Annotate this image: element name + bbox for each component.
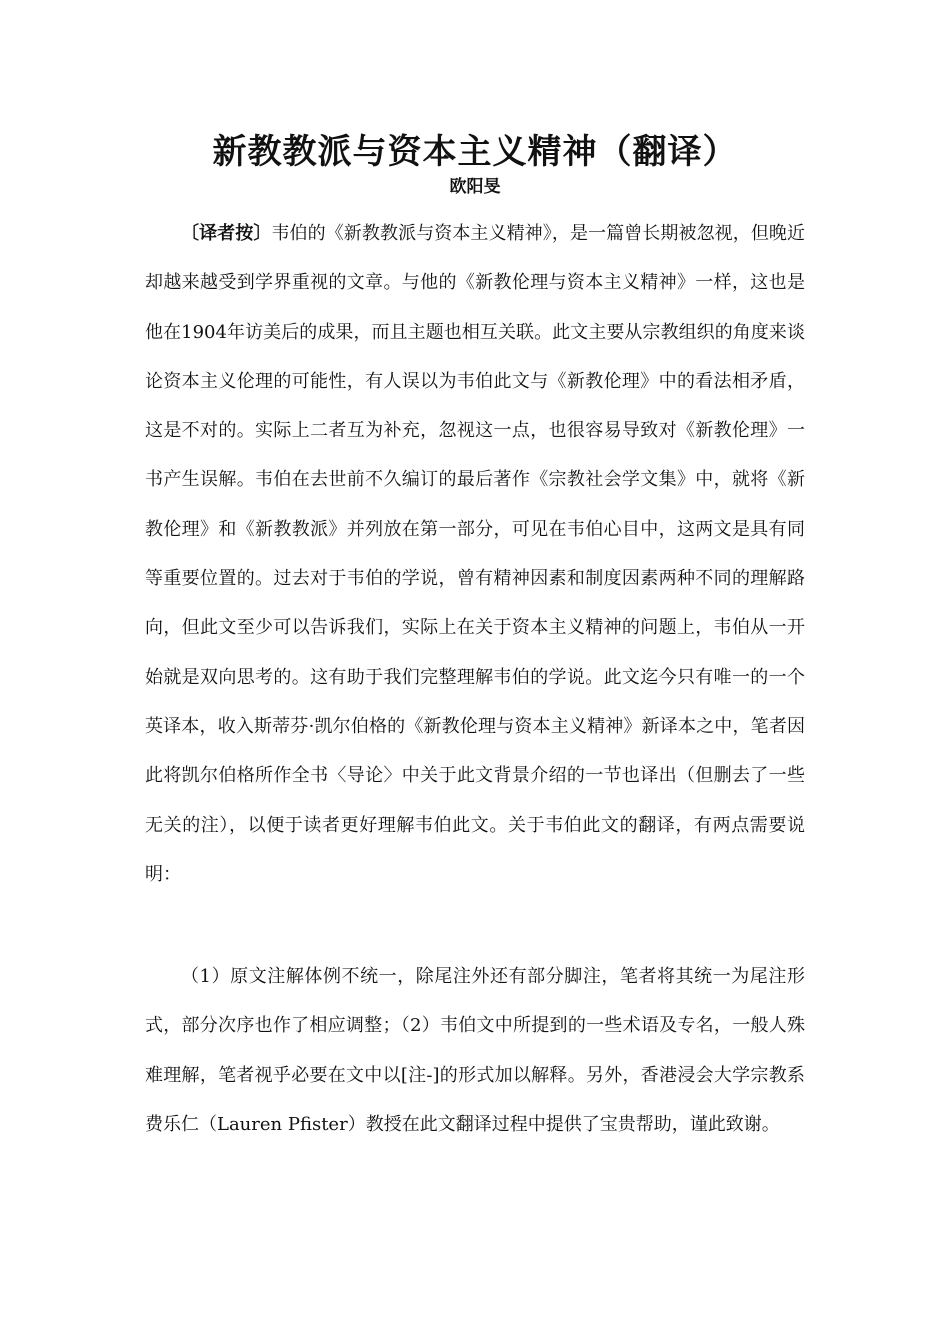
document-title: 新教教派与资本主义精神（翻译） (212, 132, 738, 172)
translator-note-text: 韦伯的《新教教派与资本主义精神》，是一篇曾长期被忽视，但晚近却越来越受到学界重视的文章。与他的《新教伦理与资本主义精神》一样，这也是他在1904年访美后的成果，而且主题也相互关联。此文主要从宗教组织的角度来谈论资本主义伦理的可能性，有人误以为韦伯此文与《新教伦理》中的看法相矛盾，这是不对的。实际上二者互为补充，忽视这一点，也很容易导致对《新教伦理》一书产生误解。韦伯在去世前不久编订的最后著作《宗教社会学文集》中，就将《新教伦理》和《新教教派》并列放在第一部分，可见在韦伯心目中，这两文是具有同等重要位置的。过去对于韦伯的学说，曾有精神因素和制度因素两种不同的理解路向，但此文至少可以告诉我们，实际上在关于资本主义精神的问题上，韦伯从一开始就是双向思考的。这有助于我们完整理解韦伯的学说。此文迄今只有唯一的一个英译本，收入斯蒂芬·凯尔伯格的《新教伦理与资本主义精神》新译本之中，笔者因此将凯尔伯格所作全书〈导论〉中关于此文背景介绍的一节也译出（但删去了一些无关的注），以便于读者更好理解韦伯此文。关于韦伯此文的翻译，有两点需要说明： (145, 223, 806, 885)
explanation-text: （1）原文注解体例不统一，除尾注外还有部分脚注，笔者将其统一为尾注形式，部分次序也作了相应调整；（2）韦伯文中所提到的一些术语及专名，一般人殊难理解，笔者视乎必要在文中以[注-]的形式加以解释。另外，香港浸会大学宗教系费乐仁（Lauren Pfister）教授在此文翻译过程中提供了宝贵帮助，谨此致谢。 (145, 966, 805, 1135)
author-name: 欧阳旻 (449, 177, 501, 197)
explanation-paragraph (145, 952, 805, 1149)
translator-note-paragraph (145, 209, 805, 899)
translator-note-label: 〔译者按〕 (181, 223, 272, 244)
